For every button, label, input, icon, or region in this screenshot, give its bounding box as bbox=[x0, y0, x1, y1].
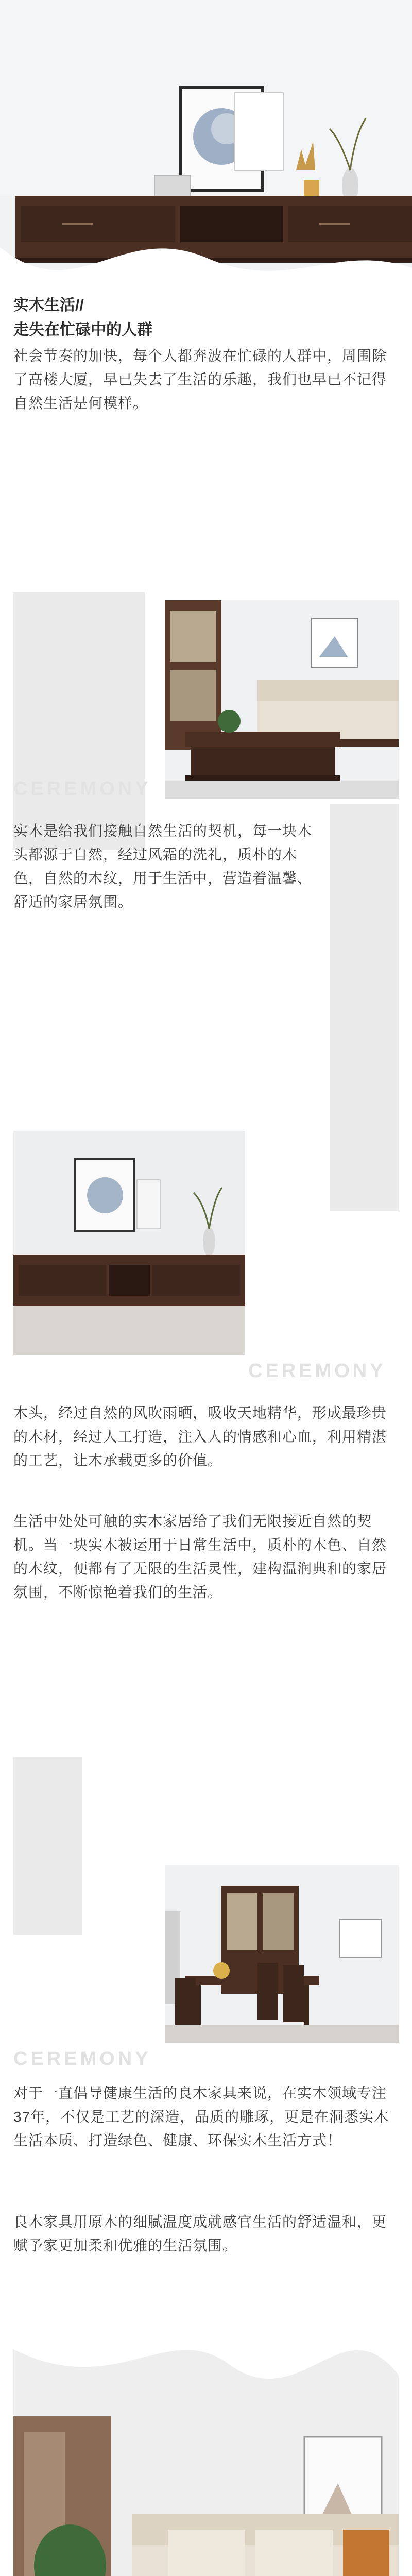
section3-paragraph1: 木头，经过自然的风吹雨晒，吸收天地精华，形成最珍贵的木材，经过人工打造，注入人的情感和心血，利用精湛的工艺，让木承载更多的价值。 bbox=[13, 1405, 387, 1468]
ceremony-label-1: CEREMONY bbox=[13, 778, 151, 800]
section1-title-line1: 实木生活// bbox=[13, 297, 84, 314]
ceremony-label-3: CEREMONY bbox=[13, 2048, 151, 2070]
section3-paragraph2: 生活中处处可触的实木家居给了我们无限接近自然的契机。当一块实木被运用于日常生活中，质朴的木色、自然的木纹，便都有了无限的生活灵性，建构温润典和的家居氛围，不断惊艳着我们的生活。 bbox=[13, 1513, 387, 1600]
decor-gray-block-1 bbox=[13, 592, 145, 850]
decor-gray-block-2 bbox=[330, 804, 399, 1211]
sofa-coffee-table-photo bbox=[13, 2287, 399, 2576]
section2-paragraph: 实木是给我们接触自然生活的契机，每一块木头都源于自然，经过风霜的洗礼，质朴的木色，自然的木纹，用于生活中，营造着温馨、舒适的家居氛围。 bbox=[13, 823, 313, 910]
hero-photo-tv-cabinet bbox=[0, 0, 412, 289]
decor-gray-block-3 bbox=[13, 1757, 82, 1935]
living-room-photo bbox=[165, 600, 399, 799]
section4-paragraph2: 良木家具用原木的细腻温度成就感官生活的舒适温和，更赋予家更加柔和优雅的生活氛围。 bbox=[13, 2214, 387, 2253]
section4-paragraph1: 对于一直倡导健康生活的良木家具来说，在实木领域专注37年，不仅是工艺的深造，品质的雕琢，更是在洞悉实木生活本质、打造绿色、健康、环保实木生活方式！ bbox=[13, 2085, 389, 2148]
ceremony-label-2: CEREMONY bbox=[248, 1360, 386, 1382]
dining-room-photo bbox=[165, 1865, 399, 2043]
section1-title-line2: 走失在忙碌中的人群 bbox=[13, 321, 152, 338]
section1-paragraph: 社会节奏的加快，每个人都奔波在忙碌的人群中，周围除了高楼大厦，早已失去了生活的乐趣，我们也早已不记得自然生活是何模样。 bbox=[13, 348, 387, 411]
tv-cabinet-photo bbox=[13, 1131, 245, 1355]
